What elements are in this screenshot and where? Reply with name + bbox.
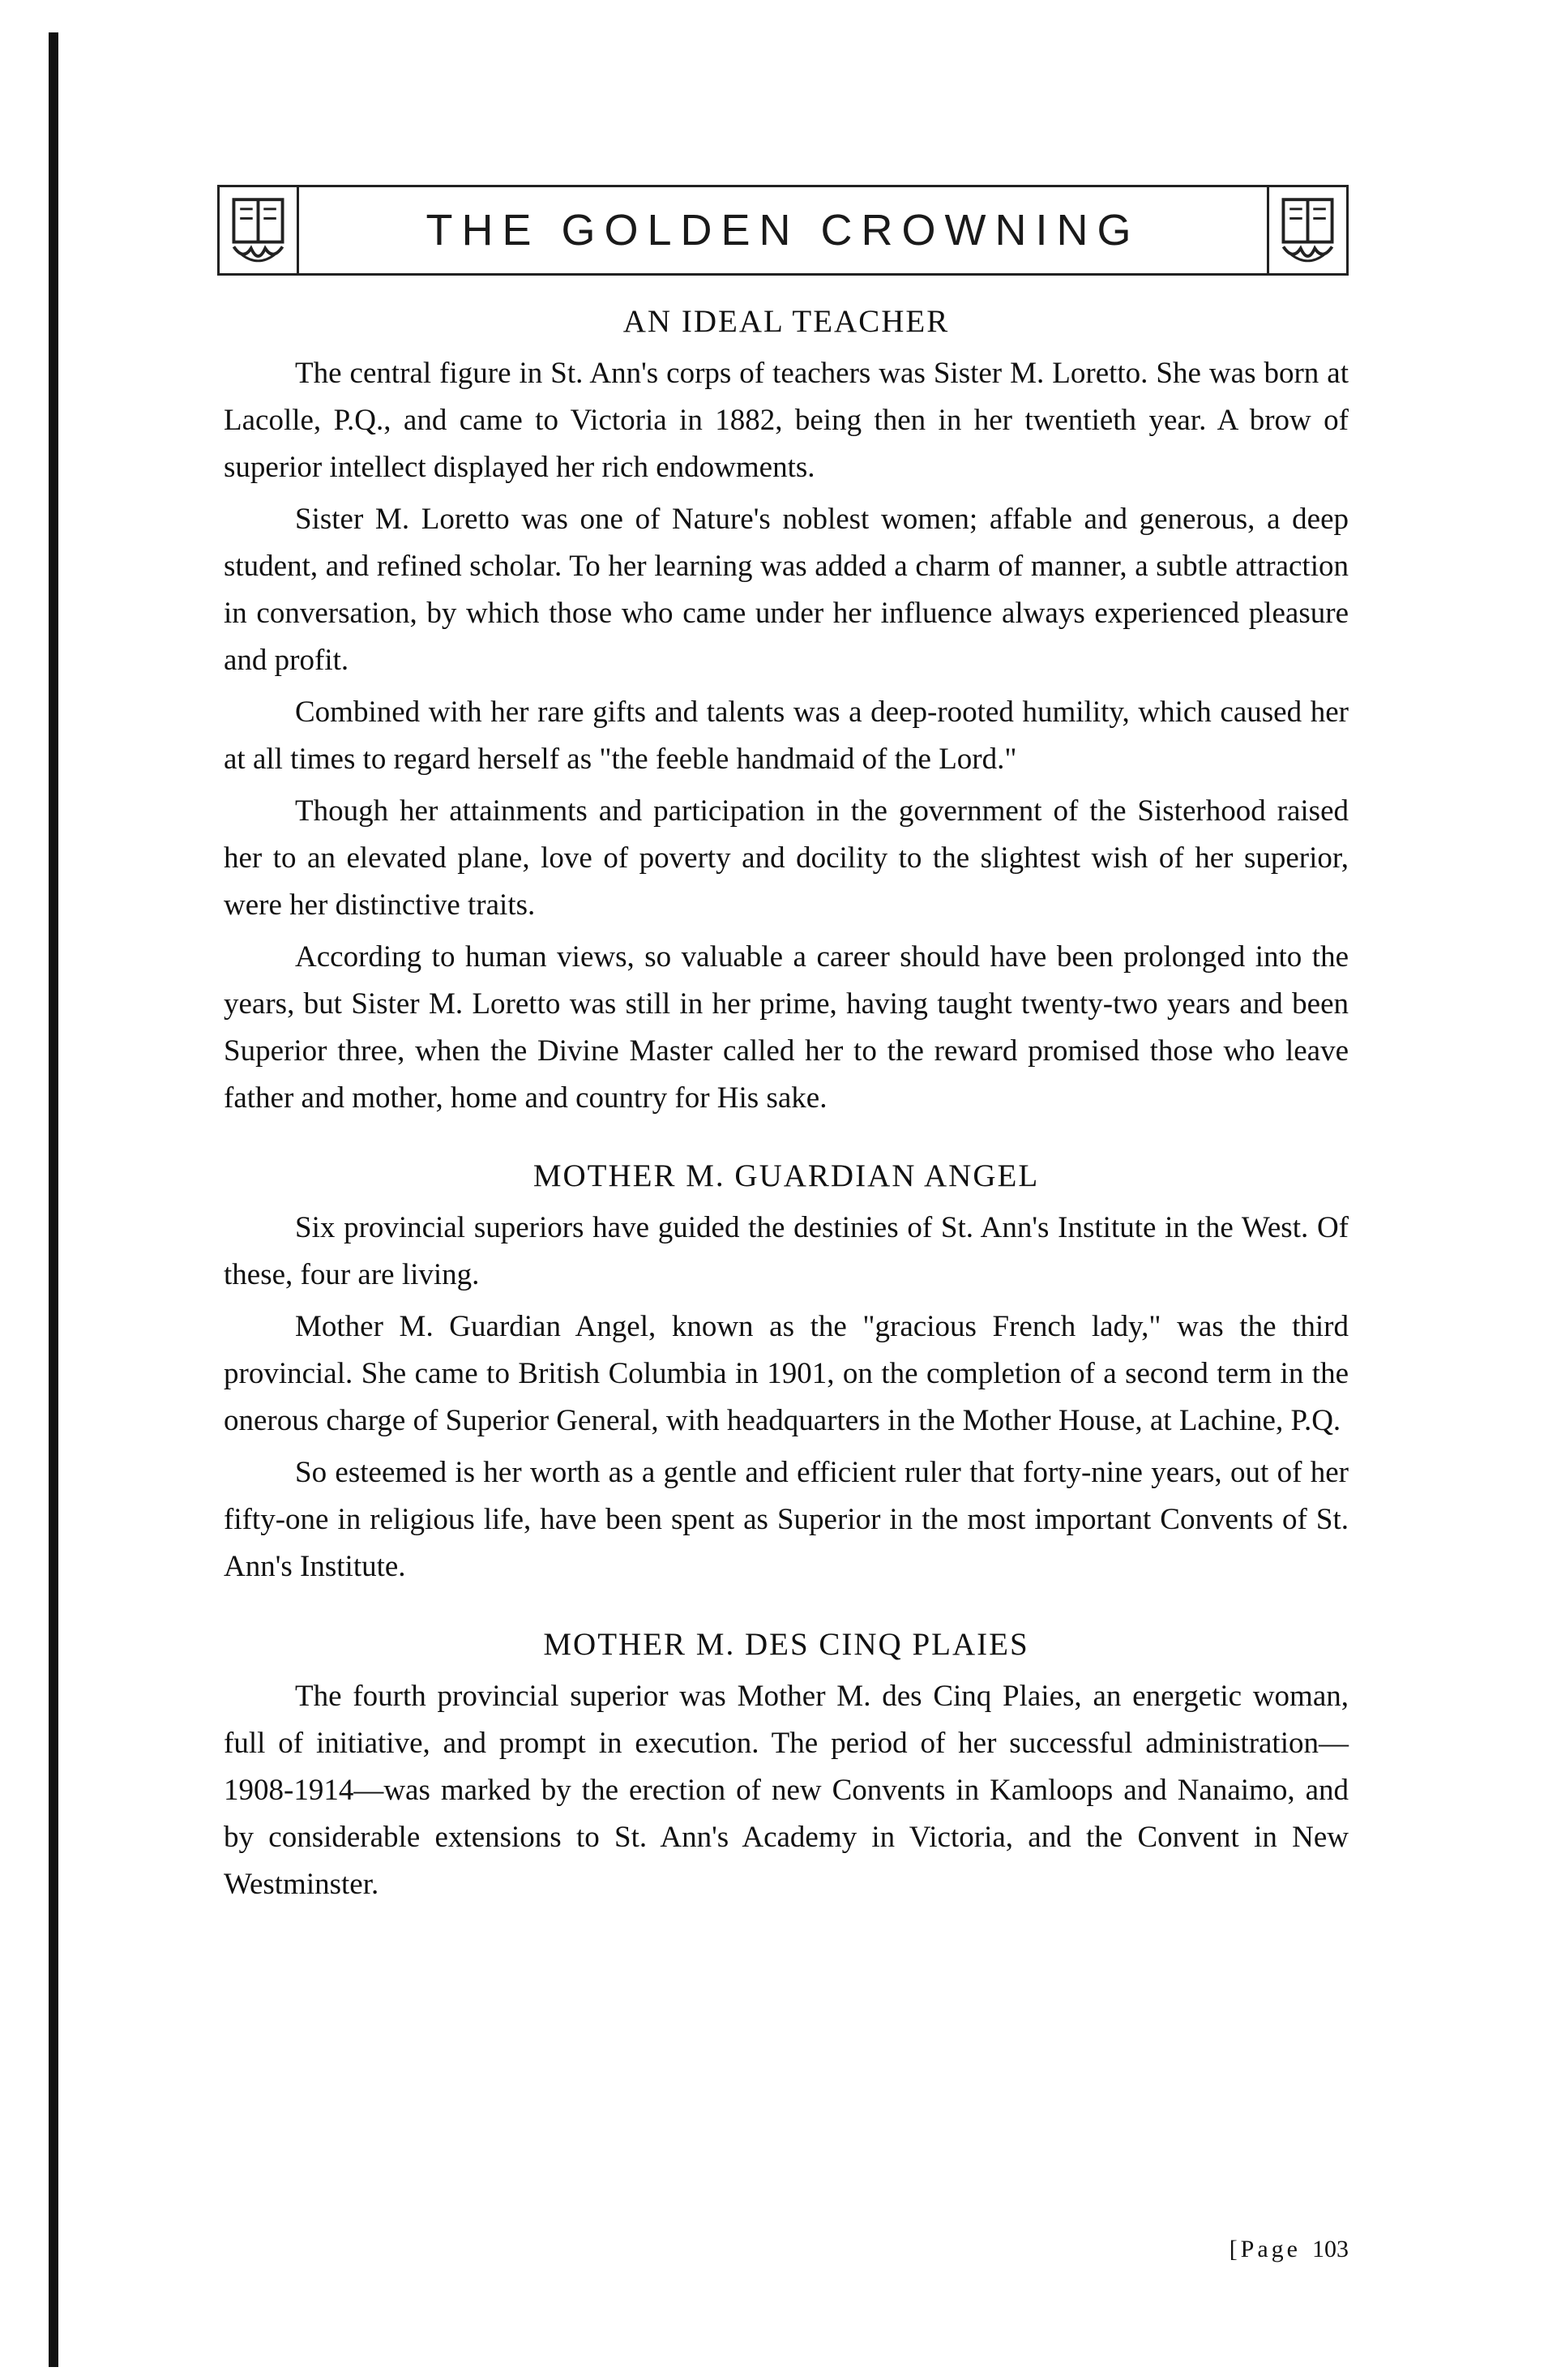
section-title: MOTHER M. DES CINQ PLAIES — [543, 1627, 1029, 1662]
page-number-value: 103 — [1312, 2236, 1349, 2262]
paragraph: Sister M. Loretto was one of Nature's noblest women; affable and generous, a deep student, and refined scholar. To her learning was added a charm of manner, a subtle attraction in conversation, by which those who came under her influence always experienced pleasure and profit. — [224, 503, 1349, 677]
paragraph: According to human views, so valuable a career should have been prolonged into the years, but Sister M. Loretto was still in her prime, having taught twenty-two years and been Superior three, when the Divine Master called her to the reward promised those who leave father and mother, home and country for His sake. — [224, 940, 1349, 1115]
page-label: [Page — [1229, 2236, 1301, 2262]
paragraph: So esteemed is her worth as a gentle and efficient ruler that forty-nine years, out of her fifty-one in religious life, have been spent as Superior in the most important Convents of St. Ann's Institute. — [224, 1456, 1349, 1583]
paragraph: The central figure in St. Ann's corps of teachers was Sister M. Loretto. She was born at Lacolle, P.Q., and came to Victoria in 1882, being then in her twentieth year. A brow of superior intellect displayed her rich endowments. — [224, 357, 1349, 484]
running-header — [217, 185, 1349, 276]
book-ornament-icon — [220, 187, 299, 273]
paragraph: Combined with her rare gifts and talents was a deep-rooted humility, which caused her at all times to regard herself as "the feeble handmaid of the Lord." — [224, 696, 1349, 776]
book-ornament-icon — [1267, 187, 1346, 273]
page-body — [224, 298, 1349, 1908]
paragraph: Six provincial superiors have guided the destinies of St. Ann's Institute in the West. Of these, four are living. — [224, 1211, 1349, 1291]
section-title: AN IDEAL TEACHER — [622, 304, 950, 339]
running-title: THE GOLDEN CROWNING — [426, 206, 1140, 255]
page-number — [1230, 2236, 1349, 2263]
paragraph: Though her attainments and participation in the government of the Sisterhood raised her to an elevated plane, love of poverty and docility to the slightest wish of her superior, were her distinctive traits. — [224, 794, 1349, 922]
section-title: MOTHER M. GUARDIAN ANGEL — [532, 1158, 1040, 1193]
paragraph: Mother M. Guardian Angel, known as the "gracious French lady," was the third provincial. She came to British Columbia in 1901, on the completion of a second term in the onerous charge of Superior General, with headquarters in the Mother House, at Lachine, P.Q. — [224, 1310, 1349, 1437]
paragraph: The fourth provincial superior was Mother M. des Cinq Plaies, an energetic woman, full of initiative, and prompt in execution. The period of her successful administration—1908-1914—was marked by the erection of new Convents in Kamloops and Nanaimo, and by considerable extensions to St. Ann's Academy in Victoria, and the Convent in New Westminster. — [224, 1680, 1349, 1901]
page-edge-rule — [49, 32, 58, 2367]
